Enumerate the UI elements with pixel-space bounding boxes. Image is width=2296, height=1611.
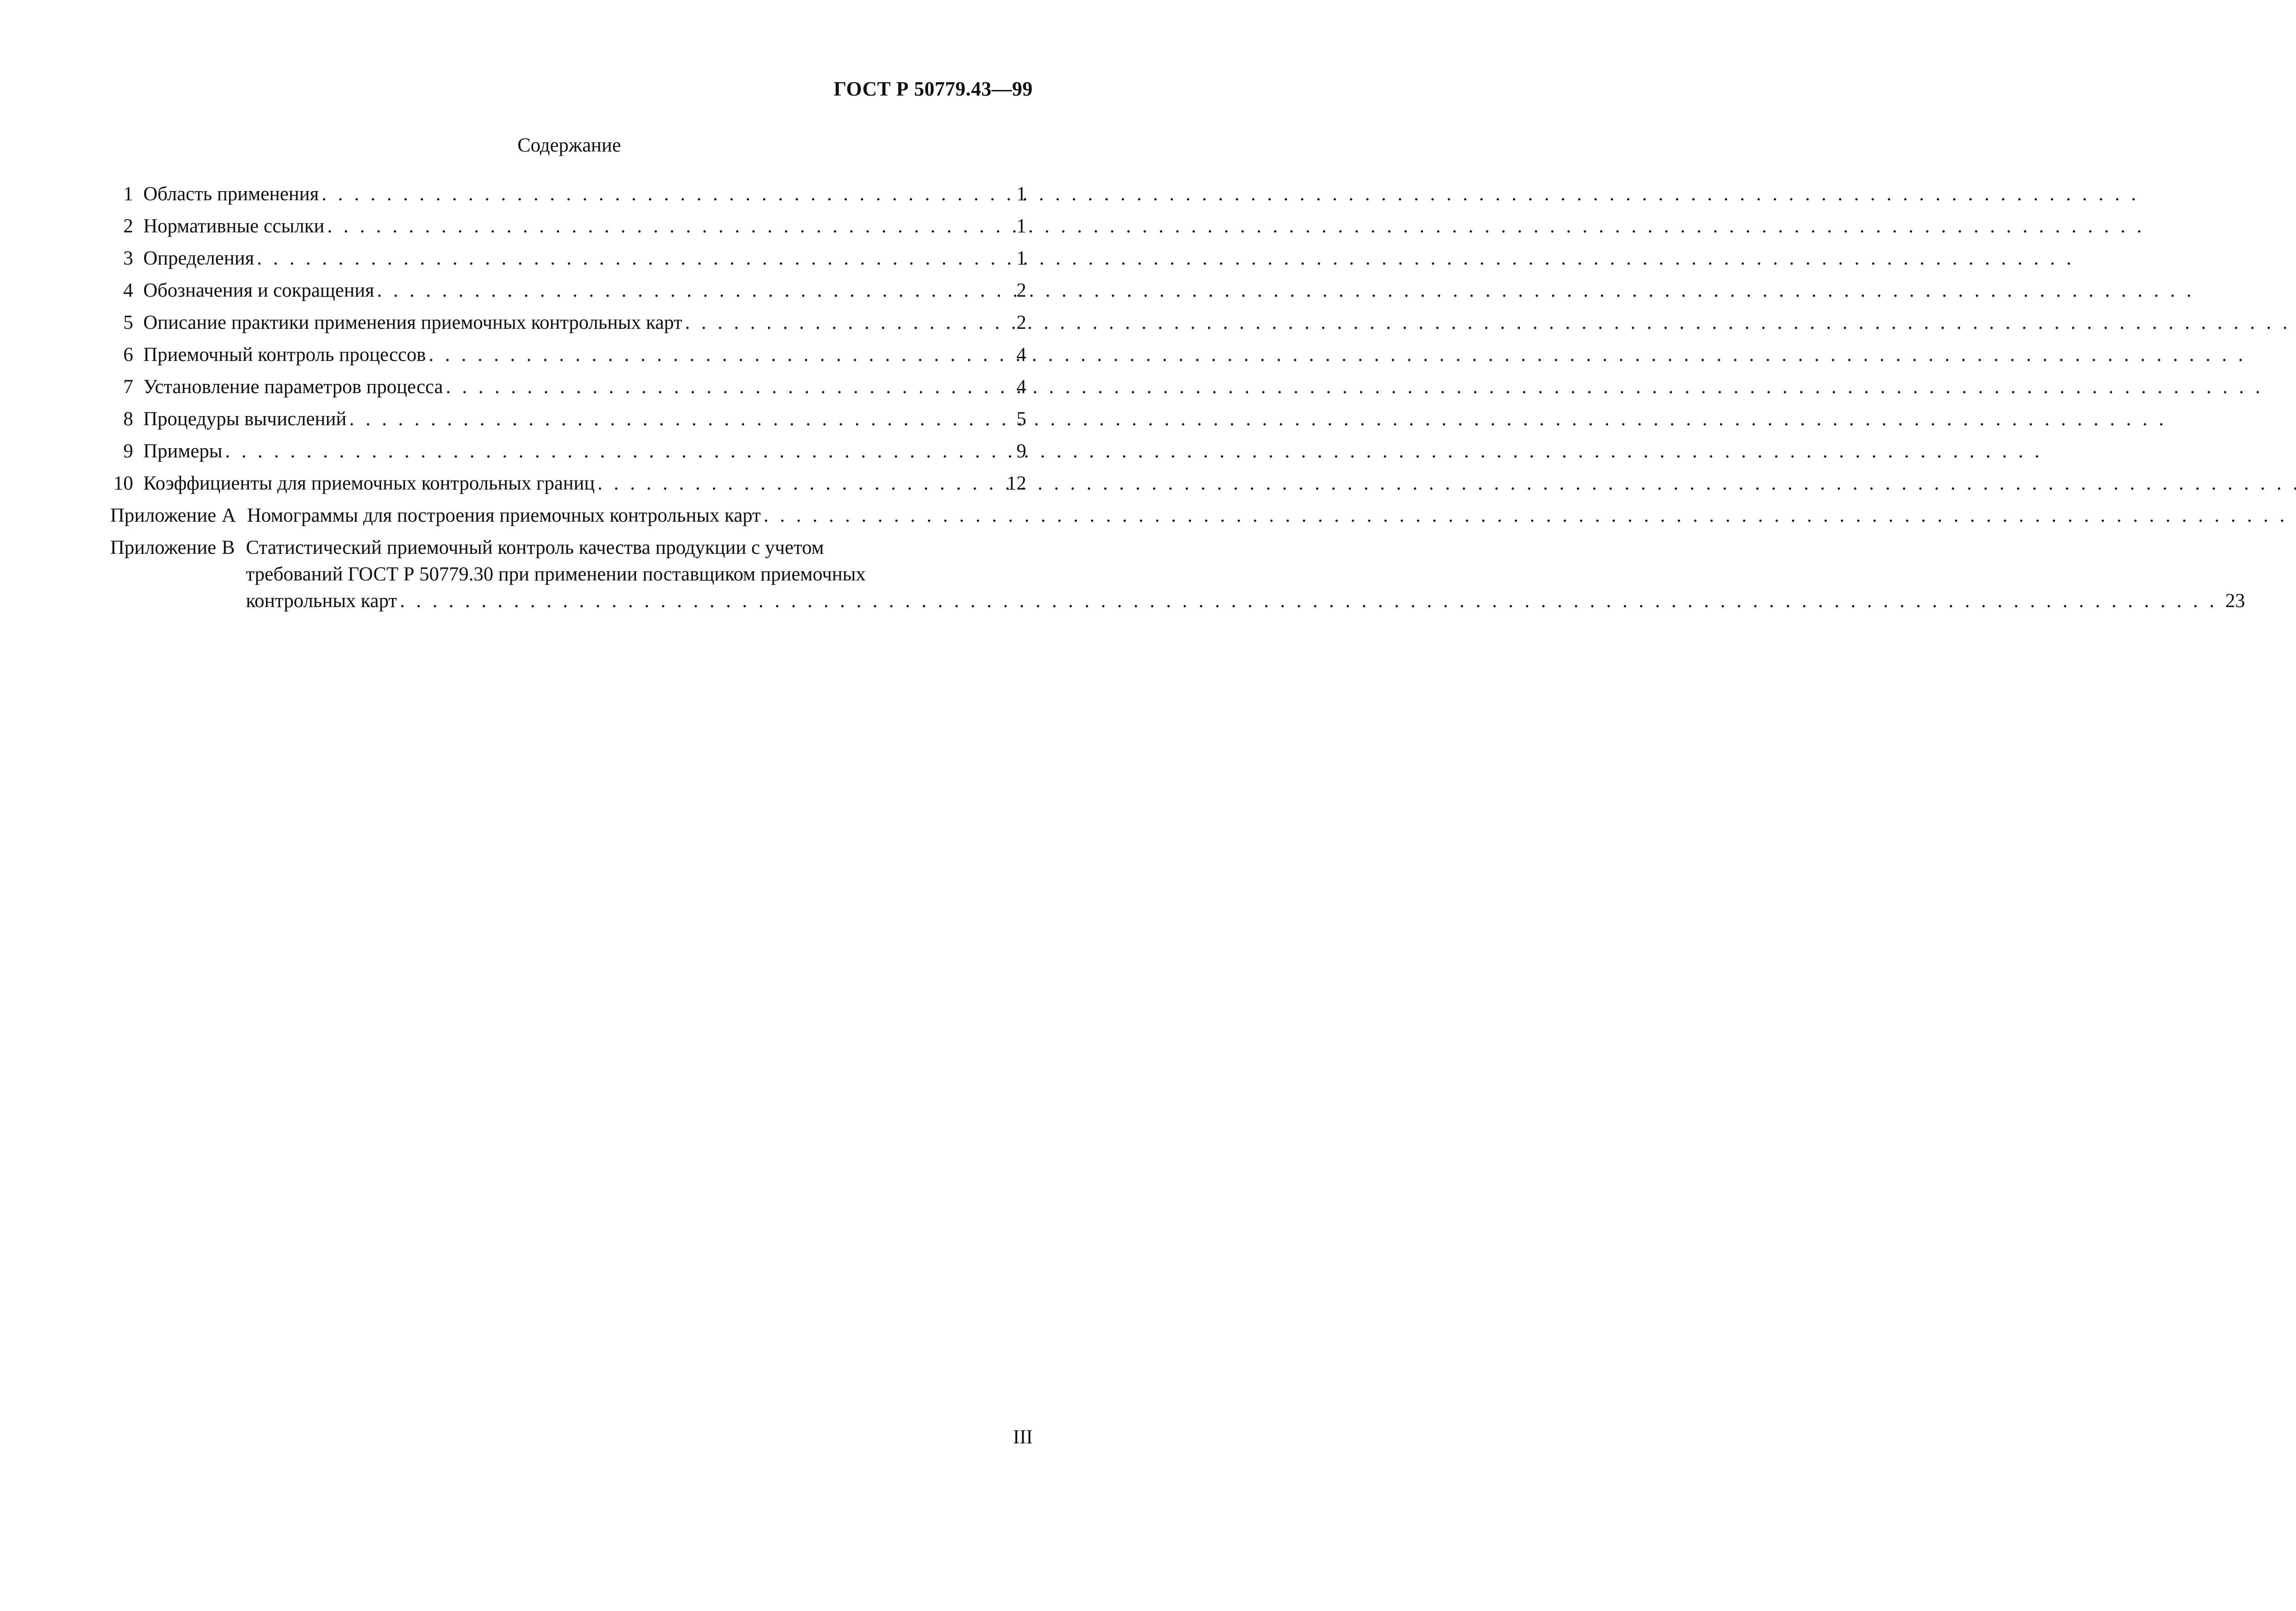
section-title: Определения bbox=[143, 248, 254, 269]
section-number: 10 bbox=[113, 473, 133, 494]
dot-leader bbox=[321, 181, 999, 207]
page-number: 4 bbox=[1016, 376, 1026, 398]
section-title: Обозначения и сокращения bbox=[143, 280, 374, 301]
toc-entry[interactable] bbox=[110, 406, 1026, 439]
toc-entry[interactable] bbox=[110, 439, 1026, 471]
dot-leader bbox=[349, 406, 999, 432]
dot-leader bbox=[685, 310, 999, 336]
dot-leader bbox=[764, 503, 2296, 529]
appendix-title: Номограммы для построения приемочных контрольных карт bbox=[247, 505, 761, 526]
dot-leader bbox=[446, 374, 999, 400]
page-number: 4 bbox=[1016, 344, 1026, 366]
section-title: Область применения bbox=[143, 183, 319, 205]
page-number: 5 bbox=[1016, 408, 1026, 430]
toc-entry[interactable] bbox=[110, 181, 1026, 214]
toc-entry[interactable] bbox=[110, 214, 1026, 246]
section-title: Коэффициенты для приемочных контрольных границ bbox=[143, 473, 595, 494]
section-number: 6 bbox=[123, 344, 133, 366]
dot-leader bbox=[327, 214, 999, 239]
section-number: 3 bbox=[123, 248, 133, 269]
toc-entry[interactable] bbox=[110, 374, 1026, 406]
section-number: 5 bbox=[123, 312, 133, 333]
toc-entry[interactable] bbox=[110, 278, 1026, 310]
dot-leader bbox=[377, 278, 999, 304]
section-number: 9 bbox=[123, 440, 133, 462]
section-number: 7 bbox=[123, 376, 133, 398]
dot-leader bbox=[597, 471, 999, 496]
dot-leader bbox=[400, 588, 2217, 614]
toc-entry[interactable] bbox=[110, 246, 1026, 278]
section-title: Описание практики применения приемочных контрольных карт bbox=[143, 312, 682, 333]
appendix-title-line: требований ГОСТ Р 50779.30 при применении поставщиком приемочных bbox=[246, 563, 866, 585]
section-title: Установление параметров процесса bbox=[143, 376, 443, 398]
section-number: 1 bbox=[123, 183, 133, 205]
page-number: 1 bbox=[1016, 248, 1026, 269]
toc-appendix-a[interactable] bbox=[110, 503, 1026, 535]
table-of-contents bbox=[110, 181, 2245, 615]
page-number: 12 bbox=[1007, 473, 1026, 494]
toc-appendix-b[interactable] bbox=[110, 535, 2245, 615]
appendix-letter: А bbox=[221, 505, 236, 526]
appendix-label: Приложение bbox=[110, 505, 216, 526]
toc-entry[interactable] bbox=[110, 471, 1026, 503]
section-title: Приемочный контроль процессов bbox=[143, 344, 426, 366]
page-number: 2 bbox=[1016, 280, 1026, 301]
toc-entry[interactable] bbox=[110, 310, 1026, 342]
page-number-roman: III bbox=[1013, 1426, 1033, 1448]
dot-leader bbox=[428, 342, 999, 368]
section-title: Процедуры вычислений bbox=[143, 408, 347, 430]
page-number: 9 bbox=[1016, 440, 1026, 462]
page-number: 2 bbox=[1016, 312, 1026, 333]
section-number: 4 bbox=[123, 280, 133, 301]
dot-leader bbox=[225, 439, 999, 464]
dot-leader bbox=[257, 246, 999, 271]
page-number: 1 bbox=[1016, 183, 1026, 205]
appendix-letter: В bbox=[221, 537, 235, 558]
appendix-title-line: контрольных карт bbox=[246, 590, 397, 612]
toc-entry[interactable] bbox=[110, 342, 1026, 374]
page-number: 23 bbox=[2225, 590, 2245, 612]
section-title: Примеры bbox=[143, 440, 223, 462]
page-number: 1 bbox=[1016, 215, 1026, 237]
toc-title: Содержание bbox=[517, 135, 621, 156]
section-number: 8 bbox=[123, 408, 133, 430]
appendix-title-line: Статистический приемочный контроль качества продукции с учетом bbox=[246, 537, 824, 558]
appendix-label: Приложение bbox=[110, 537, 216, 558]
section-title: Нормативные ссылки bbox=[143, 215, 325, 237]
section-number: 2 bbox=[123, 215, 133, 237]
document-code: ГОСТ Р 50779.43—99 bbox=[833, 78, 1033, 100]
